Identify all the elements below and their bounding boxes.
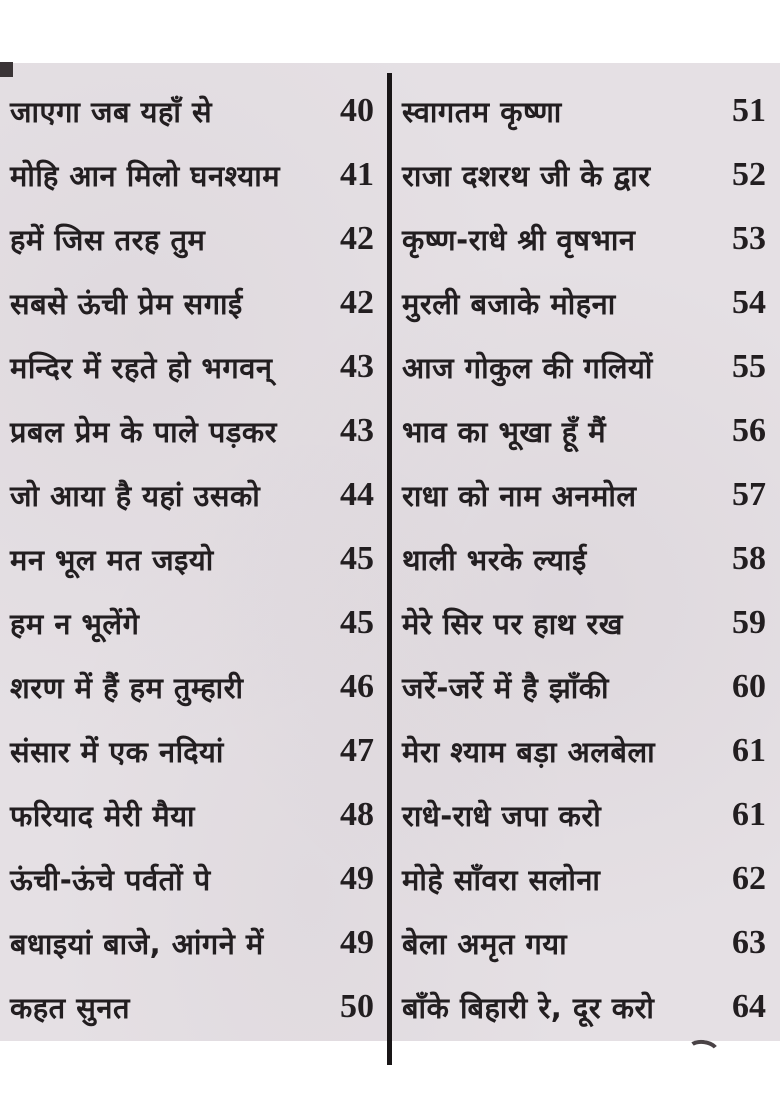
song-title: बाँके बिहारी रे, दूर करो	[402, 990, 655, 1025]
scan-corner-artifact	[0, 62, 13, 77]
song-title: मोहे साँवरा सलोना	[402, 862, 601, 897]
page-number: 59	[732, 604, 766, 641]
toc-entry-row	[10, 335, 374, 399]
page-number: 45	[340, 540, 374, 577]
toc-entry-row	[402, 975, 766, 1039]
page-number: 45	[340, 604, 374, 641]
toc-column-right	[386, 63, 780, 1041]
song-title: राधा को नाम अनमोल	[402, 478, 637, 513]
toc-entry-row	[402, 527, 766, 591]
page-number: 43	[340, 348, 374, 385]
toc-entry-row	[402, 207, 766, 271]
toc-entry-row	[402, 399, 766, 463]
toc-entry-row	[10, 655, 374, 719]
toc-entry-row	[402, 847, 766, 911]
song-title: सबसे ऊंची प्रेम सगाई	[10, 286, 243, 321]
page-number: 49	[340, 860, 374, 897]
toc-entry-row	[10, 79, 374, 143]
song-title: मोहि आन मिलो घनश्याम	[10, 158, 281, 193]
column-divider-rule	[387, 73, 392, 1065]
page-number: 57	[732, 476, 766, 513]
toc-entry-row	[10, 271, 374, 335]
toc-entry-row	[10, 207, 374, 271]
toc-entry-row	[402, 783, 766, 847]
song-title: ऊंची-ऊंचे पर्वतों पे	[10, 862, 211, 897]
song-title: थाली भरके ल्याई	[402, 542, 587, 577]
song-title: राधे-राधे जपा करो	[402, 798, 602, 833]
toc-entry-row	[10, 847, 374, 911]
toc-entry-row	[10, 143, 374, 207]
song-title: संसार में एक नदियां	[10, 734, 224, 769]
page-number: 43	[340, 412, 374, 449]
page-number: 44	[340, 476, 374, 513]
toc-entry-row	[402, 655, 766, 719]
song-title: मन भूल मत जइयो	[10, 542, 214, 577]
song-title: कहत सुनत	[10, 990, 131, 1025]
page-number: 61	[732, 796, 766, 833]
toc-entry-row	[10, 911, 374, 975]
page-number: 50	[340, 988, 374, 1025]
page-number: 62	[732, 860, 766, 897]
page-number: 48	[340, 796, 374, 833]
song-title: राजा दशरथ जी के द्वार	[402, 158, 651, 193]
song-title: जर्रे-जर्रे में है झाँकी	[402, 670, 610, 705]
song-title: मेरा श्याम बड़ा अलबेला	[402, 734, 656, 769]
song-title: बधाइयां बाजे, आंगने में	[10, 926, 264, 961]
page-number: 63	[732, 924, 766, 961]
toc-entry-row	[402, 591, 766, 655]
page-number: 52	[732, 156, 766, 193]
song-title: फरियाद मेरी मैया	[10, 798, 196, 833]
song-title: शरण में हैं हम तुम्हारी	[10, 670, 244, 705]
toc-entry-row	[10, 591, 374, 655]
toc-entry-row	[402, 143, 766, 207]
page-number: 54	[732, 284, 766, 321]
page-number: 40	[340, 92, 374, 129]
toc-column-left	[0, 63, 386, 1041]
song-title: आज गोकुल की गलियों	[402, 350, 653, 385]
toc-entry-row	[10, 463, 374, 527]
page-number: 55	[732, 348, 766, 385]
toc-entry-row	[402, 463, 766, 527]
page-number: 49	[340, 924, 374, 961]
toc-entry-row	[402, 335, 766, 399]
page-number: 60	[732, 668, 766, 705]
page-number: 46	[340, 668, 374, 705]
song-title: जो आया है यहां उसको	[10, 478, 261, 513]
song-title: कृष्ण-राधे श्री वृषभान	[402, 222, 636, 257]
song-title: भाव का भूखा हूँ मैं	[402, 414, 607, 449]
toc-entry-row	[10, 719, 374, 783]
song-title: बेला अमृत गया	[402, 926, 568, 961]
page-number: 61	[732, 732, 766, 769]
toc-entry-row	[10, 783, 374, 847]
song-title: स्वागतम कृष्णा	[402, 94, 562, 129]
page-number: 51	[732, 92, 766, 129]
song-title: प्रबल प्रेम के पाले पड़कर	[10, 414, 277, 449]
toc-entry-row	[402, 911, 766, 975]
toc-entry-row	[10, 527, 374, 591]
page-number: 53	[732, 220, 766, 257]
page-number: 42	[340, 284, 374, 321]
page-number: 64	[732, 988, 766, 1025]
song-title: हमें जिस तरह तुम	[10, 222, 206, 257]
page-number: 58	[732, 540, 766, 577]
song-title: मेरे सिर पर हाथ रख	[402, 606, 623, 641]
toc-entry-row	[402, 719, 766, 783]
toc-entry-row	[402, 79, 766, 143]
page-number: 47	[340, 732, 374, 769]
toc-entry-row	[10, 399, 374, 463]
song-title: मुरली बजाके मोहना	[402, 286, 616, 321]
toc-entry-row	[402, 271, 766, 335]
page-number: 56	[732, 412, 766, 449]
song-title: जाएगा जब यहाँ से	[10, 94, 213, 129]
song-title: मन्दिर में रहते हो भगवन्	[10, 350, 273, 385]
page-number: 41	[340, 156, 374, 193]
scan-paper-area	[0, 63, 780, 1041]
cutoff-glyph-artifact	[684, 1038, 721, 1066]
page-number: 42	[340, 220, 374, 257]
toc-entry-row	[10, 975, 374, 1039]
song-title: हम न भूलेंगे	[10, 606, 140, 641]
